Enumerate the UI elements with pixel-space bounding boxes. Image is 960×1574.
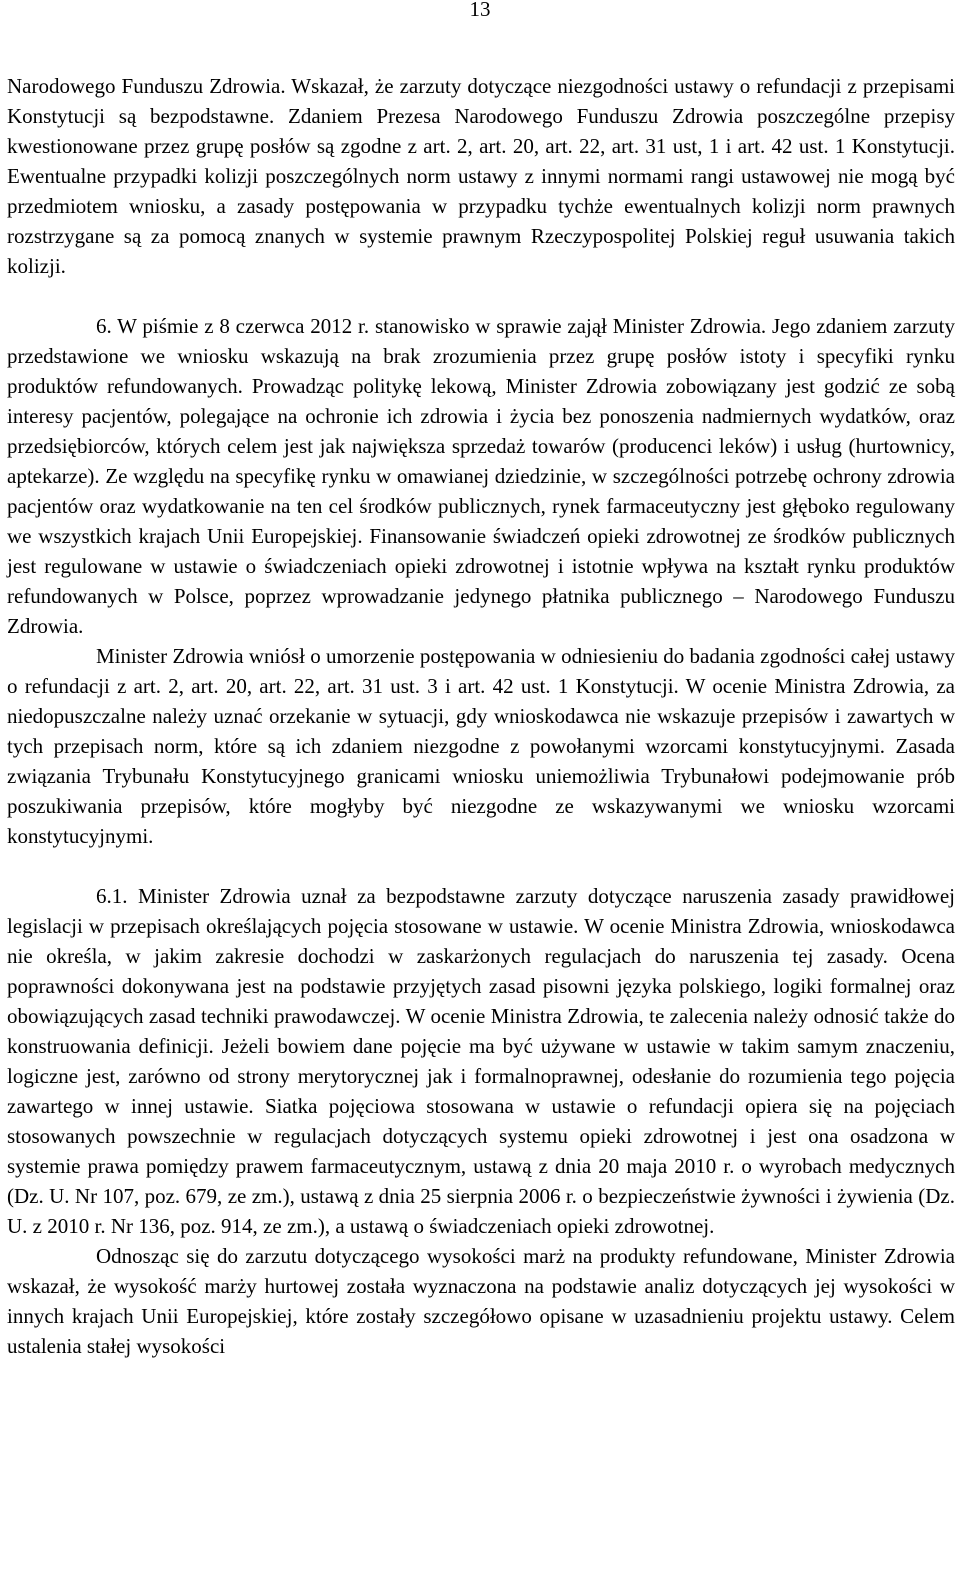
paragraph-nfz-position: Narodowego Funduszu Zdrowia. Wskazał, że zarzuty dotyczące niezgodności ustawy o refundacji z przepisami Konstytucji są bezpodstawne. Zdaniem Prezesa Narodowego Funduszu Zdrowia poszczególne przepisy kwestionowane przez grupę posłów są zgodne z art. 2, art. 20, art. 22, art. 31 ust, 1 i art. 42 ust. 1 Konstytucji. Ewentualne przypadki kolizji poszczególnych norm ustawy z innymi normami rangi ustawowej nie mogą być przedmiotem wniosku, a zasady postępowania w przypadku tychże ewentualnych kolizji norm prawnych rozstrzygane są za pomocą znanych w systemie prawnym Rzeczypospolitej Polskiej reguł usuwania takich kolizji. [7, 74, 955, 278]
paragraph-minister-position: 6. W piśmie z 8 czerwca 2012 r. stanowisko w sprawie zajął Minister Zdrowia. Jego zdaniem zarzuty przedstawione we wniosku wskazują na brak zrozumienia przez grupę posłów istoty i specyfiki rynku produktów refundowanych. Prowadząc politykę lekową, Minister Zdrowia zobowiązany jest godzić ze sobą interesy pacjentów, polegające na ochronie ich zdrowia i życia bez ponoszenia nadmiernych wydatków, oraz przedsiębiorców, których celem jest jak największa sprzedaż towarów (producenci leków) i usług (hurtownicy, aptekarze). Ze względu na specyfikę rynku w omawianej dziedzinie, w szczególności potrzebę ochrony zdrowia pacjentów oraz wydatkowanie na ten cel środków publicznych, rynek farmaceutyczny jest głęboko regulowany we wszystkich krajach Unii Europejskiej. Finansowanie świadczeń opieki zdrowotnej ze środków publicznych jest regulowane w ustawie o świadczeniach opieki zdrowotnej i istotnie wpływa na kształt rynku produktów refundowanych w Polsce, poprzez wprowadzanie jedynego płatnika publicznego – Narodowego Funduszu Zdrowia. [7, 314, 955, 638]
paragraph-discontinuance-request: Minister Zdrowia wniósł o umorzenie postępowania w odniesieniu do badania zgodności całej ustawy o refundacji z art. 2, art. 20, art. 22, art. 31 ust. 3 i art. 42 ust. 1 Konstytucji. W ocenie Ministra Zdrowia, za niedopuszczalne należy uznać orzekanie w sytuacji, gdy wnioskodawca nie wskazuje przepisów i zawartych w tych przepisach norm, które są ich zdaniem niezgodne z powołanymi wzorcami konstytucyjnymi. Zasada związania Trybunału Konstytucyjnego granicami wniosku uniemożliwia Trybunałowi podejmowanie prób poszukiwania przepisów, które mogłyby być niezgodne ze wskazywanymi we wniosku wzorcami konstytucyjnymi. [7, 644, 955, 848]
paragraph-margins: Odnosząc się do zarzutu dotyczącego wysokości marż na produkty refundowane, Minister Zdrowia wskazał, że wysokość marży hurtowej została wyznaczona na podstawie analiz dotyczących jej wysokości w innych krajach Unii Europejskiej, które zostały szczegółowo opisane w uzasadnieniu projektu ustawy. Celem ustalenia stałej wysokości [7, 1244, 955, 1358]
paragraph-section-6-1: 6.1. Minister Zdrowia uznał za bezpodstawne zarzuty dotyczące naruszenia zasady prawidłowej legislacji w przepisach określających pojęcia stosowane w ustawie. W ocenie Ministra Zdrowia, wnioskodawca nie określa, w jakim zakresie dochodzi w zaskarżonych regulacjach do naruszenia tej zasady. Ocena poprawności dokonywana jest na podstawie przyjętych zasad pisowni języka polskiego, logiki formalnej oraz obowiązujących zasad techniki prawodawczej. W ocenie Ministra Zdrowia, te zalecenia należy odnosić także do konstruowania definicji. Jeżeli bowiem dane pojęcie ma być używane w ustawie w takim samym znaczeniu, logiczne jest, zarówno od strony merytorycznej jak i formalnoprawnej, odesłanie do rozumienia tego pojęcia zawartego w innej ustawie. Siatka pojęciowa stosowana w ustawie o refundacji opiera się na pojęciach stosowanych powszechnie w regulacjach dotyczących systemu opieki zdrowotnej i jest ona osadzona w systemie prawa pomiędzy prawem farmaceutycznym, ustawą z dnia 20 maja 2010 r. o wyrobach medycznych (Dz. U. Nr 107, poz. 679, ze zm.), ustawą z dnia 25 sierpnia 2006 r. o bezpieczeństwie żywności i żywienia (Dz. U. z 2010 r. Nr 136, poz. 914, ze zm.), a ustawą o świadczeniach opieki zdrowotnej. [7, 884, 955, 1238]
page-number: 13 [469, 0, 491, 21]
document-body [7, 71, 955, 1361]
